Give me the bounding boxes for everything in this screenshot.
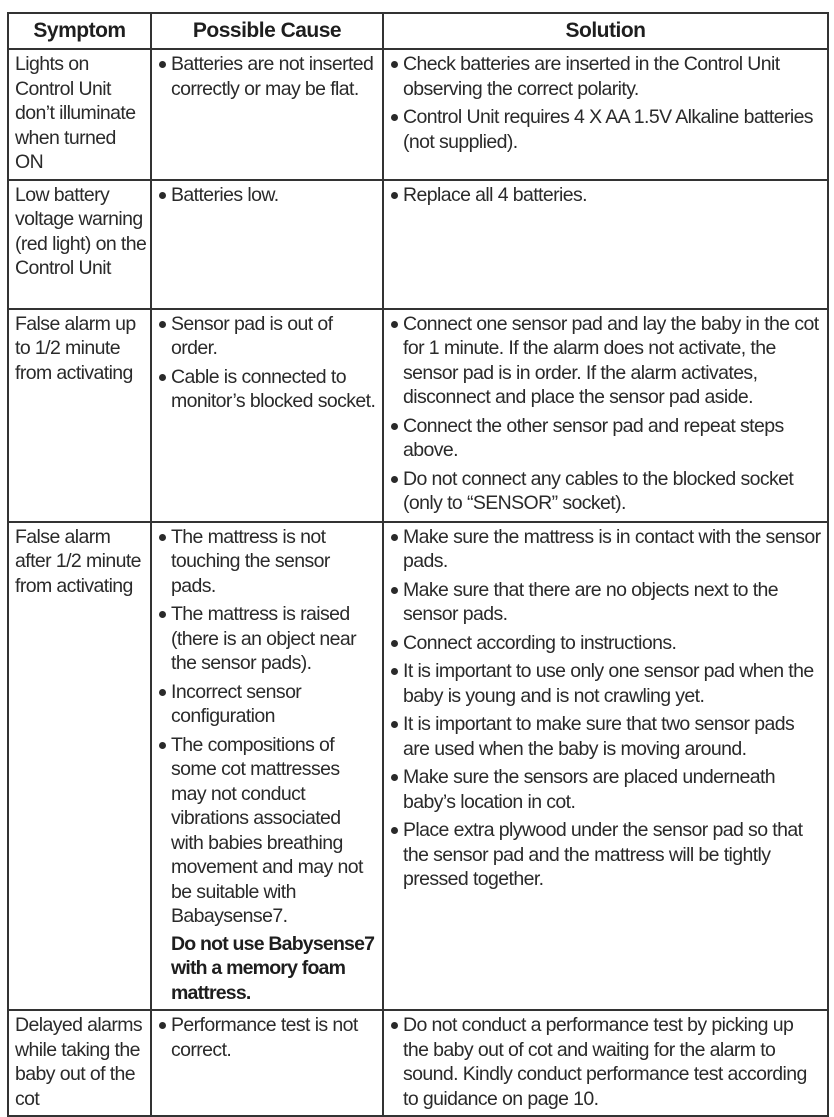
cause-list <box>158 52 377 101</box>
solution-item: Make sure the sensors are placed underneath baby’s location in cot. <box>390 765 822 814</box>
cause-item: Cable is connected to monitor’s blocked socket. <box>158 365 377 414</box>
solution-item: Do not connect any cables to the blocked socket (only to “SENSOR” socket). <box>390 467 822 516</box>
solution-item: Replace all 4 batteries. <box>390 183 822 208</box>
bullet-icon <box>391 827 398 834</box>
solution-item: Check batteries are inserted in the Control Unit observing the correct polarity. <box>390 52 822 101</box>
solution-list <box>390 312 822 516</box>
solution-item: Connect one sensor pad and lay the baby in the cot for 1 minute. If the alarm does not activate, the sensor pad is in order. If the alarm activates, disconnect and place the sensor pad aside. <box>390 312 822 410</box>
bullet-icon <box>391 476 398 483</box>
solution-cell <box>383 49 828 180</box>
cause-cell <box>151 1010 383 1116</box>
solution-list <box>390 52 822 154</box>
solution-item: Connect according to instructions. <box>390 631 822 656</box>
solution-item: It is important to use only one sensor pad when the baby is young and is not crawling yet. <box>390 659 822 708</box>
solution-cell <box>383 180 828 309</box>
bullet-icon <box>391 114 398 121</box>
bullet-icon <box>159 611 166 618</box>
table-row <box>8 49 828 180</box>
solution-list <box>390 1013 822 1111</box>
cause-item: The compositions of some cot mattresses may not conduct vibrations associated with babies breathing movement and may not be suitable with Babaysense7. <box>158 733 377 929</box>
cause-cell <box>151 180 383 309</box>
bullet-icon <box>391 721 398 728</box>
bullet-icon <box>159 689 166 696</box>
symptom-cell: Low battery voltage warning (red light) on the Control Unit <box>8 180 151 309</box>
cause-list <box>158 312 377 414</box>
bullet-icon <box>391 1022 398 1029</box>
cause-item: Incorrect sensor configuration <box>158 680 377 729</box>
solution-cell <box>383 522 828 1011</box>
memory-foam-warning: Do not use Babysense7 with a memory foam mattress. <box>171 932 375 1004</box>
cause-item: Batteries low. <box>158 183 377 208</box>
bullet-icon <box>391 640 398 647</box>
bullet-icon <box>391 534 398 541</box>
bullet-icon <box>159 374 166 381</box>
solution-item: Make sure the mattress is in contact with the sensor pads. <box>390 525 822 574</box>
bullet-icon <box>159 534 166 541</box>
symptom-cell: False alarm up to 1/2 minute from activating <box>8 309 151 522</box>
table-header-row <box>8 13 828 49</box>
symptom-cell: Lights on Control Unit don’t illuminate when turned ON <box>8 49 151 180</box>
bullet-icon <box>159 742 166 749</box>
bullet-icon <box>391 61 398 68</box>
symptom-cell: Delayed alarms while taking the baby out of the cot <box>8 1010 151 1116</box>
table-row <box>8 180 828 309</box>
cause-cell <box>151 49 383 180</box>
solution-item: Do not conduct a performance test by picking up the baby out of cot and waiting for the alarm to sound. Kindly conduct performance test according to guidance on page 10. <box>390 1013 822 1111</box>
cause-cell <box>151 309 383 522</box>
cause-cell <box>151 522 383 1011</box>
symptom-cell: False alarm after 1/2 minute from activating <box>8 522 151 1011</box>
bullet-icon <box>159 321 166 328</box>
bullet-icon <box>391 423 398 430</box>
bullet-icon <box>159 192 166 199</box>
solution-cell <box>383 309 828 522</box>
bullet-icon <box>391 321 398 328</box>
solution-cell <box>383 1010 828 1116</box>
solution-item: It is important to make sure that two sensor pads are used when the baby is moving around. <box>390 712 822 761</box>
solution-list <box>390 183 822 208</box>
bullet-icon <box>391 774 398 781</box>
solution-item: Place extra plywood under the sensor pad so that the sensor pad and the mattress will be tightly pressed together. <box>390 818 822 892</box>
solution-list <box>390 525 822 892</box>
solution-item: Connect the other sensor pad and repeat steps above. <box>390 414 822 463</box>
cause-item: The mattress is raised (there is an object near the sensor pads). <box>158 602 377 676</box>
header-possible-cause: Possible Cause <box>151 13 383 49</box>
bullet-icon <box>159 61 166 68</box>
cause-item: The mattress is not touching the sensor pads. <box>158 525 377 599</box>
cause-list <box>158 525 377 929</box>
header-symptom: Symptom <box>8 13 151 49</box>
cause-list <box>158 1013 377 1062</box>
cause-item: Batteries are not inserted correctly or may be flat. <box>158 52 377 101</box>
solution-item: Control Unit requires 4 X AA 1.5V Alkaline batteries (not supplied). <box>390 105 822 154</box>
table-row <box>8 522 828 1011</box>
table-row <box>8 309 828 522</box>
cause-list <box>158 183 377 208</box>
cause-item: Performance test is not correct. <box>158 1013 377 1062</box>
header-solution: Solution <box>383 13 828 49</box>
cause-item: Sensor pad is out of order. <box>158 312 377 361</box>
bullet-icon <box>391 192 398 199</box>
bullet-icon <box>391 668 398 675</box>
bullet-icon <box>391 587 398 594</box>
bullet-icon <box>159 1022 166 1029</box>
solution-item: Make sure that there are no objects next to the sensor pads. <box>390 578 822 627</box>
table-row <box>8 1010 828 1116</box>
troubleshooting-table <box>7 12 829 1117</box>
